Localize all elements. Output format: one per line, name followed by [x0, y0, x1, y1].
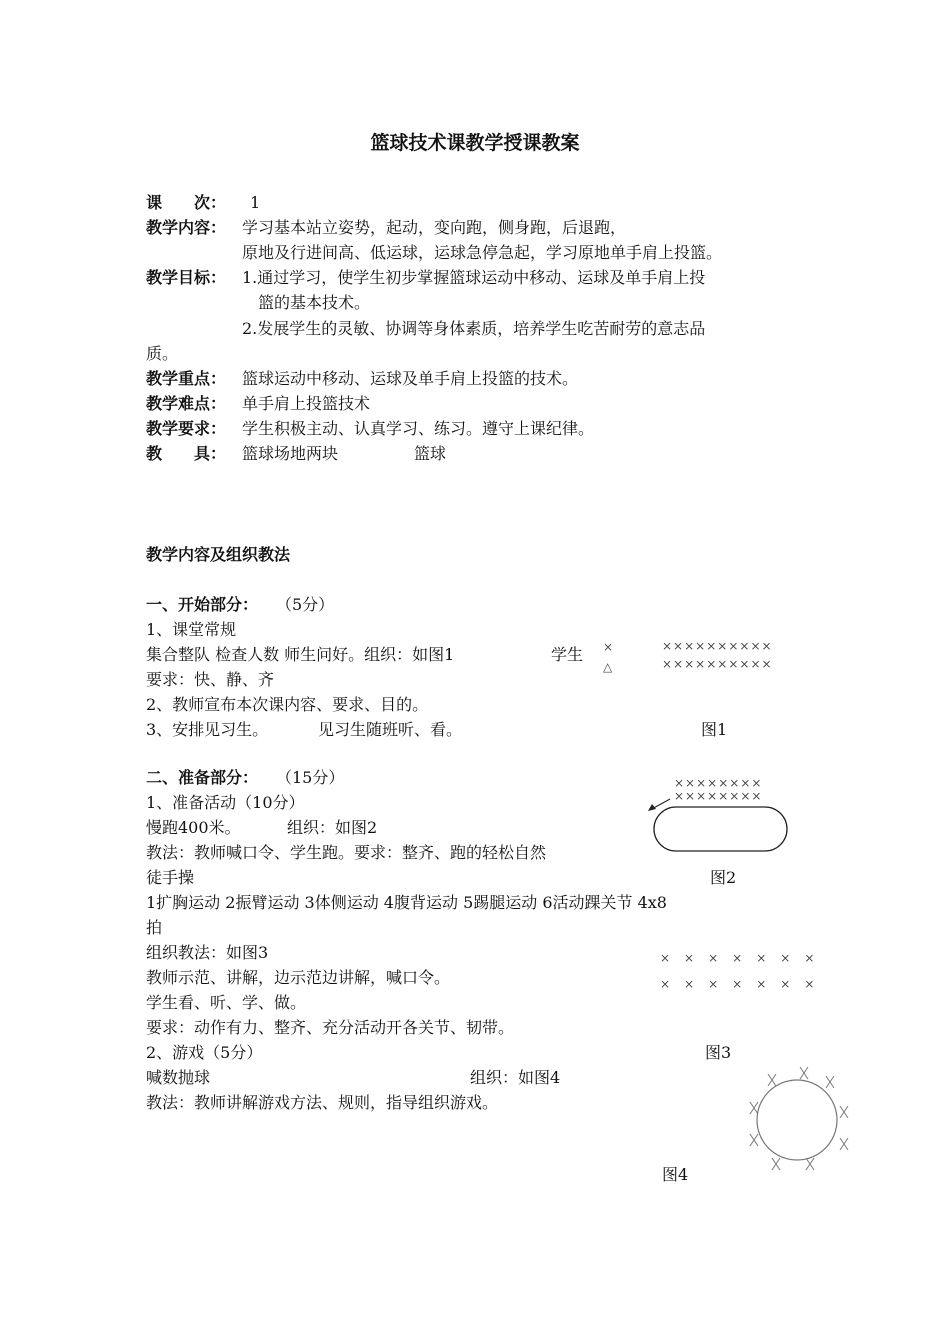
goal-line: 质。 [146, 344, 179, 363]
figure2-row: ×××××××× [674, 776, 763, 790]
part1-line: 学生 [551, 645, 584, 664]
figure3-label: 图3 [705, 1043, 732, 1062]
part2-line: 徒手操 [146, 868, 195, 887]
figure1-row: ×××××××××× [662, 657, 773, 671]
content-line: 原地及行进间高、低运球，运球急停急起，学习原地单手肩上投篮。 [242, 243, 723, 262]
equipment-label: 教 具： [146, 444, 227, 463]
part1-line: 见习生随班听、看。 [318, 720, 463, 739]
running-track [654, 807, 787, 851]
goal-label: 教学目标： [146, 268, 227, 287]
content-label: 教学内容： [146, 218, 227, 237]
figure3-row: × × × × × × × [660, 951, 816, 965]
figure4-label: 图4 [662, 1165, 689, 1184]
goal-line: 1.通过学习，使学生初步掌握篮球运动中移动、运球及单手肩上投 [242, 268, 706, 287]
part2-line: 拍 [146, 918, 163, 937]
key-label: 教学重点： [146, 369, 227, 388]
content-line: 学习基本站立姿势，起动，变向跑，侧身跑，后退跑， [242, 218, 627, 237]
part1-line: 要求：快、静、齐 [146, 670, 275, 689]
part2-line: 喊数抛球 [146, 1068, 211, 1087]
equipment-value: 篮球场地两块 [242, 444, 339, 463]
difficulty-label: 教学难点： [146, 394, 227, 413]
goal-line: 篮的基本技术。 [258, 293, 371, 312]
game-circle [757, 1080, 837, 1160]
page-title: 篮球技术课教学授课教案 [370, 132, 580, 154]
key-value: 篮球运动中移动、运球及单手肩上投篮的技术。 [242, 369, 579, 388]
part2-line: 组织：如图2 [287, 818, 378, 837]
part2-line: 组织教法：如图3 [146, 943, 269, 962]
lesson-value: 1 [250, 193, 261, 212]
section-heading: 教学内容及组织教法 [146, 545, 291, 564]
part1-line: 集合整队 检查人数 师生问好。组织：如图1 [146, 645, 455, 664]
part2-line: 1扩胸运动 2振臂运动 3体侧运动 4腹背运动 5踢腿运动 6活动踝关节 4x8 [146, 893, 667, 912]
part1-line: 2、教师宣布本次课内容、要求、目的。 [146, 695, 429, 714]
goal-line: 2.发展学生的灵敏、协调等身体素质，培养学生吃苦耐劳的意志品 [242, 319, 706, 338]
player-markers [750, 1067, 848, 1170]
requirement-label: 教学要求： [146, 419, 227, 438]
part2-line: 教师示范、讲解，边示范边讲解，喊口令。 [146, 968, 451, 987]
difficulty-value: 单手肩上投篮技术 [242, 394, 371, 413]
part2-line: 慢跑400米。 [146, 818, 241, 837]
teacher-marker: × [603, 640, 615, 654]
figure1-row: ×××××××××× [662, 639, 773, 653]
part1-heading: 一、开始部分： [146, 595, 259, 614]
figure2-label: 图2 [710, 868, 737, 887]
part1-duration: （5分） [276, 595, 335, 614]
part2-line: 2、游戏（5分） [146, 1043, 263, 1062]
part2-line: 要求：动作有力、整齐、充分活动开各关节、韧带。 [146, 1018, 515, 1037]
figure3-row: × × × × × × × [660, 977, 816, 991]
part2-line: 学生看、听、学、做。 [146, 993, 307, 1012]
part2-duration: （15分） [276, 768, 345, 787]
lesson-label: 课 次： [146, 193, 227, 212]
part1-line: 1、课堂常规 [146, 620, 237, 639]
part2-line: 1、准备活动（10分） [146, 793, 305, 812]
arrow-icon [648, 804, 656, 811]
part2-heading: 二、准备部分： [146, 768, 259, 787]
teacher-triangle: △ [603, 660, 614, 674]
equipment-value: 篮球 [414, 444, 447, 463]
running-track-figure [640, 795, 800, 859]
figure1-label: 图1 [701, 720, 728, 739]
figure2-row: ×××××××× [674, 789, 763, 803]
part1-line: 3、安排见习生。 [146, 720, 269, 739]
part2-line: 组织：如图4 [470, 1068, 561, 1087]
part2-line: 教法：教师喊口令、学生跑。要求：整齐、跑的轻松自然 [146, 843, 547, 862]
part2-line: 教法：教师讲解游戏方法、规则，指导组织游戏。 [146, 1093, 499, 1112]
circle-game-figure [740, 1062, 860, 1177]
requirement-value: 学生积极主动、认真学习、练习。遵守上课纪律。 [242, 419, 595, 438]
